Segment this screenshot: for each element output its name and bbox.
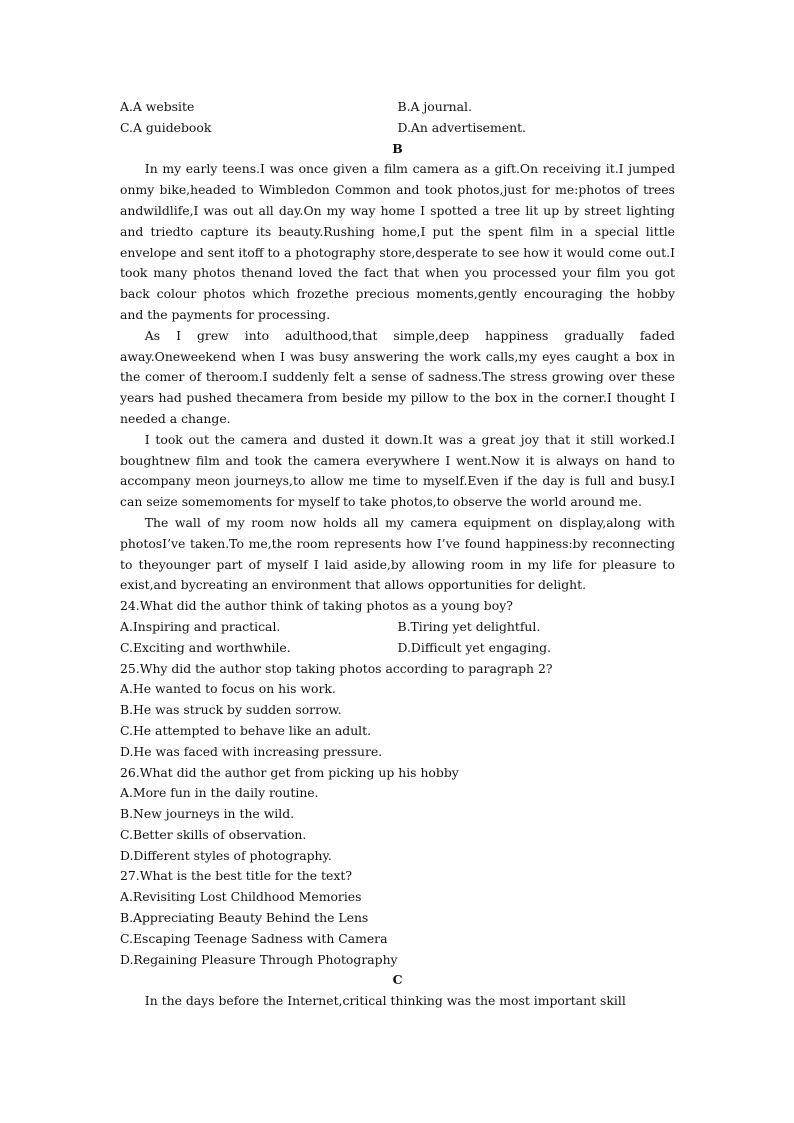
q25-option-b: B.He was struck by sudden sorrow.: [120, 702, 342, 718]
option-a: A.A website: [120, 99, 195, 114]
options-row: [120, 118, 675, 139]
q27-option-b: B.Appreciating Beauty Behind the Lens: [120, 910, 369, 926]
passage-paragraph-3: I took out the camera and dusted it down.It was a great joy that it still worked.I boughtnew film and took the camera everywhere I went.Now it is always on hand to accompany meon journeys,to allow me time to myself.Even if the day is full and busy.I can seize somemoments for myself to take photos,to observe the world around me.: [120, 431, 675, 510]
q24-option-b: B.Tiring yet delightful.: [397, 618, 541, 634]
question-27: 27.What is the best title for the text?: [120, 868, 352, 884]
document-page: [120, 97, 675, 1012]
passage-paragraph-1: In my early teens.I was once given a film camera as a gift.On receiving it.I jumped onmy bike,headed to Wimbledon Common and took photos,just for me:photos of trees andwildlife,I was out all day.On my way home I spotted a tree lit up by street lighting and triedto capture its beauty.Rushing home,I put the spent film in a special little envelope and sent itoff to a photography store,desperate to see how it would come out.I took many photos thenand loved the fact that when you processed your film you got back colour photos which frozethe precious moments,gently encouraging the hobby and the payments for processing.: [120, 161, 675, 322]
q27-option-a: A.Revisiting Lost Childhood Memories: [120, 889, 362, 905]
question-24: 24.What did the author think of taking photos as a young boy?: [120, 598, 513, 614]
q24-option-d: D.Difficult yet engaging.: [397, 639, 552, 655]
q25-option-a: A.He wanted to focus on his work.: [120, 681, 336, 697]
q25-option-d: D.He was faced with increasing pressure.: [120, 743, 383, 759]
q26-option-b: B.New journeys in the wild.: [120, 806, 295, 822]
options-row: [120, 617, 675, 638]
passage-paragraph-4: The wall of my room now holds all my camera equipment on display,along with photosI’ve taken.To me,the room represents how I’ve found happiness:by reconnecting to theyounger part of myself I laid aside,by allowing room in my life for pleasure to exist,and bycreating an environment that allows opportunities for delight.: [120, 514, 675, 593]
section-c-first-line: In the days before the Internet,critical thinking was the most important skill: [144, 993, 626, 1009]
options-row: [120, 638, 675, 659]
question-25: 25.Why did the author stop taking photos according to paragraph 2?: [120, 660, 553, 676]
section-b-label: B: [392, 140, 403, 156]
passage-paragraph-2: As I grew into adulthood,that simple,deep happiness gradually faded away.Oneweekend when I was busy answering the work calls,my eyes caught a box in the comer of theroom.I suddenly felt a sense of sadness.The stress growing over these years had pushed thecamera from beside my pillow to the box in the corner.I thought I needed a change.: [120, 327, 675, 426]
q24-option-a: A.Inspiring and practical.: [120, 618, 281, 634]
question-26: 26.What did the author get from picking up his hobby: [120, 764, 459, 780]
q27-option-d: D.Regaining Pleasure Through Photography: [120, 951, 398, 967]
q26-option-c: C.Better skills of observation.: [120, 826, 307, 842]
section-c-label: C: [392, 972, 403, 988]
option-b: B.A journal.: [397, 99, 472, 114]
q24-option-c: C.Exciting and worthwhile.: [120, 639, 291, 655]
options-row: [120, 97, 675, 118]
option-d: D.An advertisement.: [397, 119, 526, 135]
q26-option-a: A.More fun in the daily routine.: [120, 785, 319, 801]
q27-option-c: C.Escaping Teenage Sadness with Camera: [120, 930, 388, 946]
option-c: C.A guidebook: [120, 119, 212, 135]
q25-option-c: C.He attempted to behave like an adult.: [120, 722, 372, 738]
q26-option-d: D.Different styles of photography.: [120, 847, 332, 863]
